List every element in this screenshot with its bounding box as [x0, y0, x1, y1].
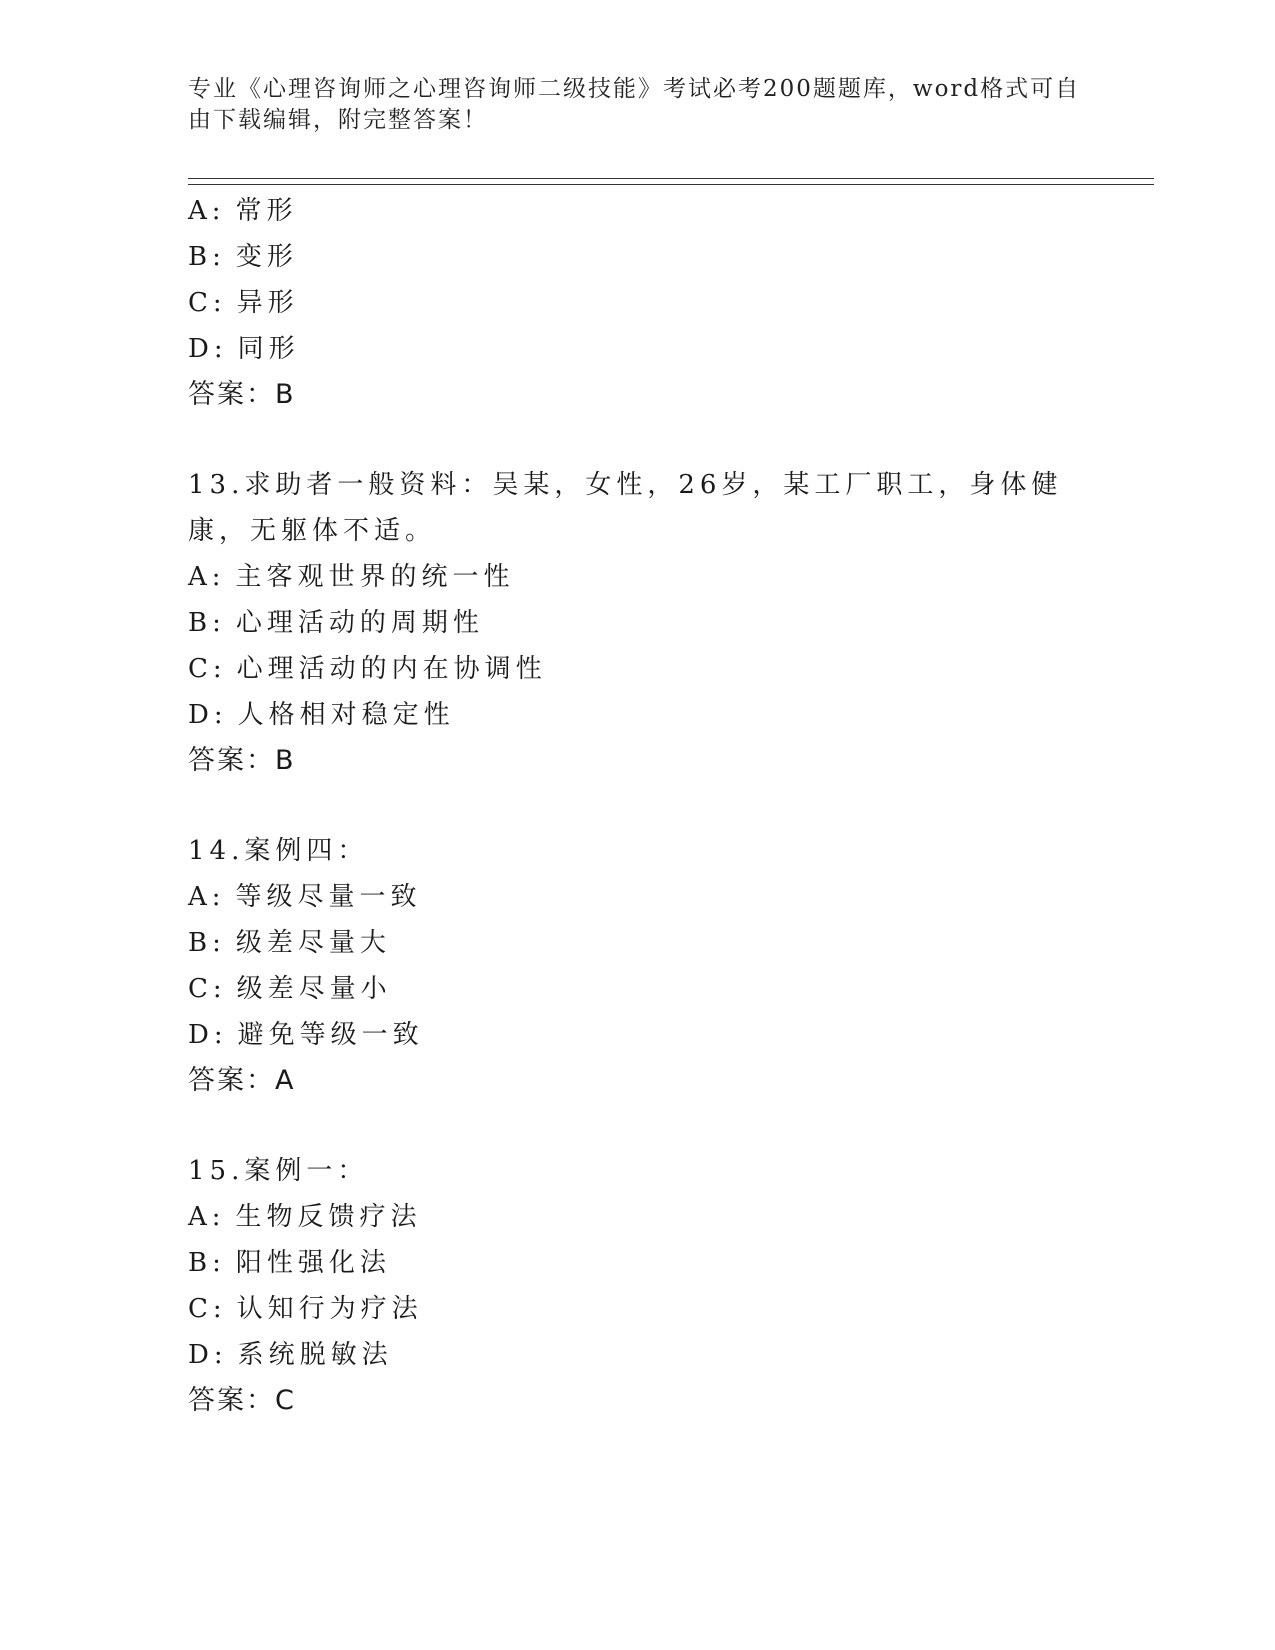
option-b: [188, 920, 1148, 966]
question-stem: 14.案例四：: [188, 836, 369, 866]
option-text: 级差尽量小: [236, 974, 392, 1004]
option-letter: B:: [188, 608, 226, 638]
option-letter: C:: [188, 288, 227, 318]
option-text: 同形: [237, 334, 300, 364]
option-text: 心理活动的内在协调性: [236, 654, 547, 684]
spacer: [188, 418, 1148, 462]
question-stem: 13.求助者一般资料：吴某，女性，26岁，某工厂职工，身体健康，无躯体不适。: [188, 470, 1063, 546]
option-letter: B:: [188, 242, 226, 272]
answer: 答案：C: [188, 1385, 296, 1416]
option-a: [188, 554, 1148, 600]
option-b: [188, 234, 1148, 280]
option-a: [188, 1194, 1148, 1240]
option-c: [188, 1286, 1148, 1332]
option-c: [188, 966, 1148, 1012]
option-a: [188, 188, 1148, 234]
question-12: [188, 188, 1148, 418]
option-d: [188, 692, 1148, 738]
option-letter: D:: [188, 334, 228, 364]
option-letter: B:: [188, 928, 226, 958]
option-letter: A:: [188, 562, 226, 592]
option-text: 生物反馈疗法: [235, 1202, 422, 1232]
option-text: 人格相对稳定性: [237, 700, 455, 730]
answer: 答案：B: [188, 379, 296, 410]
option-c: [188, 646, 1148, 692]
option-letter: D:: [188, 1340, 228, 1370]
option-text: 异形: [236, 288, 299, 318]
answer: 答案：B: [188, 745, 296, 776]
option-d: [188, 1332, 1148, 1378]
option-text: 主客观世界的统一性: [235, 562, 515, 592]
option-text: 避免等级一致: [237, 1020, 424, 1050]
option-letter: A:: [188, 1202, 226, 1232]
option-letter: B:: [188, 1248, 226, 1278]
option-text: 常形: [235, 196, 298, 226]
question-stem: 15.案例一：: [188, 1156, 369, 1186]
option-text: 系统脱敏法: [237, 1340, 393, 1370]
spacer: [188, 1104, 1148, 1148]
option-text: 认知行为疗法: [236, 1294, 423, 1324]
spacer: [188, 784, 1148, 828]
option-letter: D:: [188, 700, 228, 730]
option-text: 变形: [235, 242, 298, 272]
option-d: [188, 1012, 1148, 1058]
option-text: 级差尽量大: [235, 928, 391, 958]
option-d: [188, 326, 1148, 372]
option-letter: D:: [188, 1020, 228, 1050]
header-divider: [188, 178, 1154, 185]
option-c: [188, 280, 1148, 326]
question-list: [188, 188, 1148, 1424]
option-b: [188, 1240, 1148, 1286]
question-13: [188, 462, 1148, 784]
option-letter: A:: [188, 196, 226, 226]
option-a: [188, 874, 1148, 920]
question-14: [188, 828, 1148, 1104]
option-letter: C:: [188, 654, 227, 684]
option-text: 等级尽量一致: [235, 882, 422, 912]
question-15: [188, 1148, 1148, 1424]
option-text: 心理活动的周期性: [235, 608, 484, 638]
option-letter: A:: [188, 882, 226, 912]
document-header: 专业《心理咨询师之心理咨询师二级技能》考试必考200题题库，word格式可自由下载编辑，附完整答案！: [188, 76, 1081, 133]
option-b: [188, 600, 1148, 646]
option-text: 阳性强化法: [235, 1248, 391, 1278]
answer: 答案：A: [188, 1065, 296, 1096]
option-letter: C:: [188, 1294, 227, 1324]
option-letter: C:: [188, 974, 227, 1004]
